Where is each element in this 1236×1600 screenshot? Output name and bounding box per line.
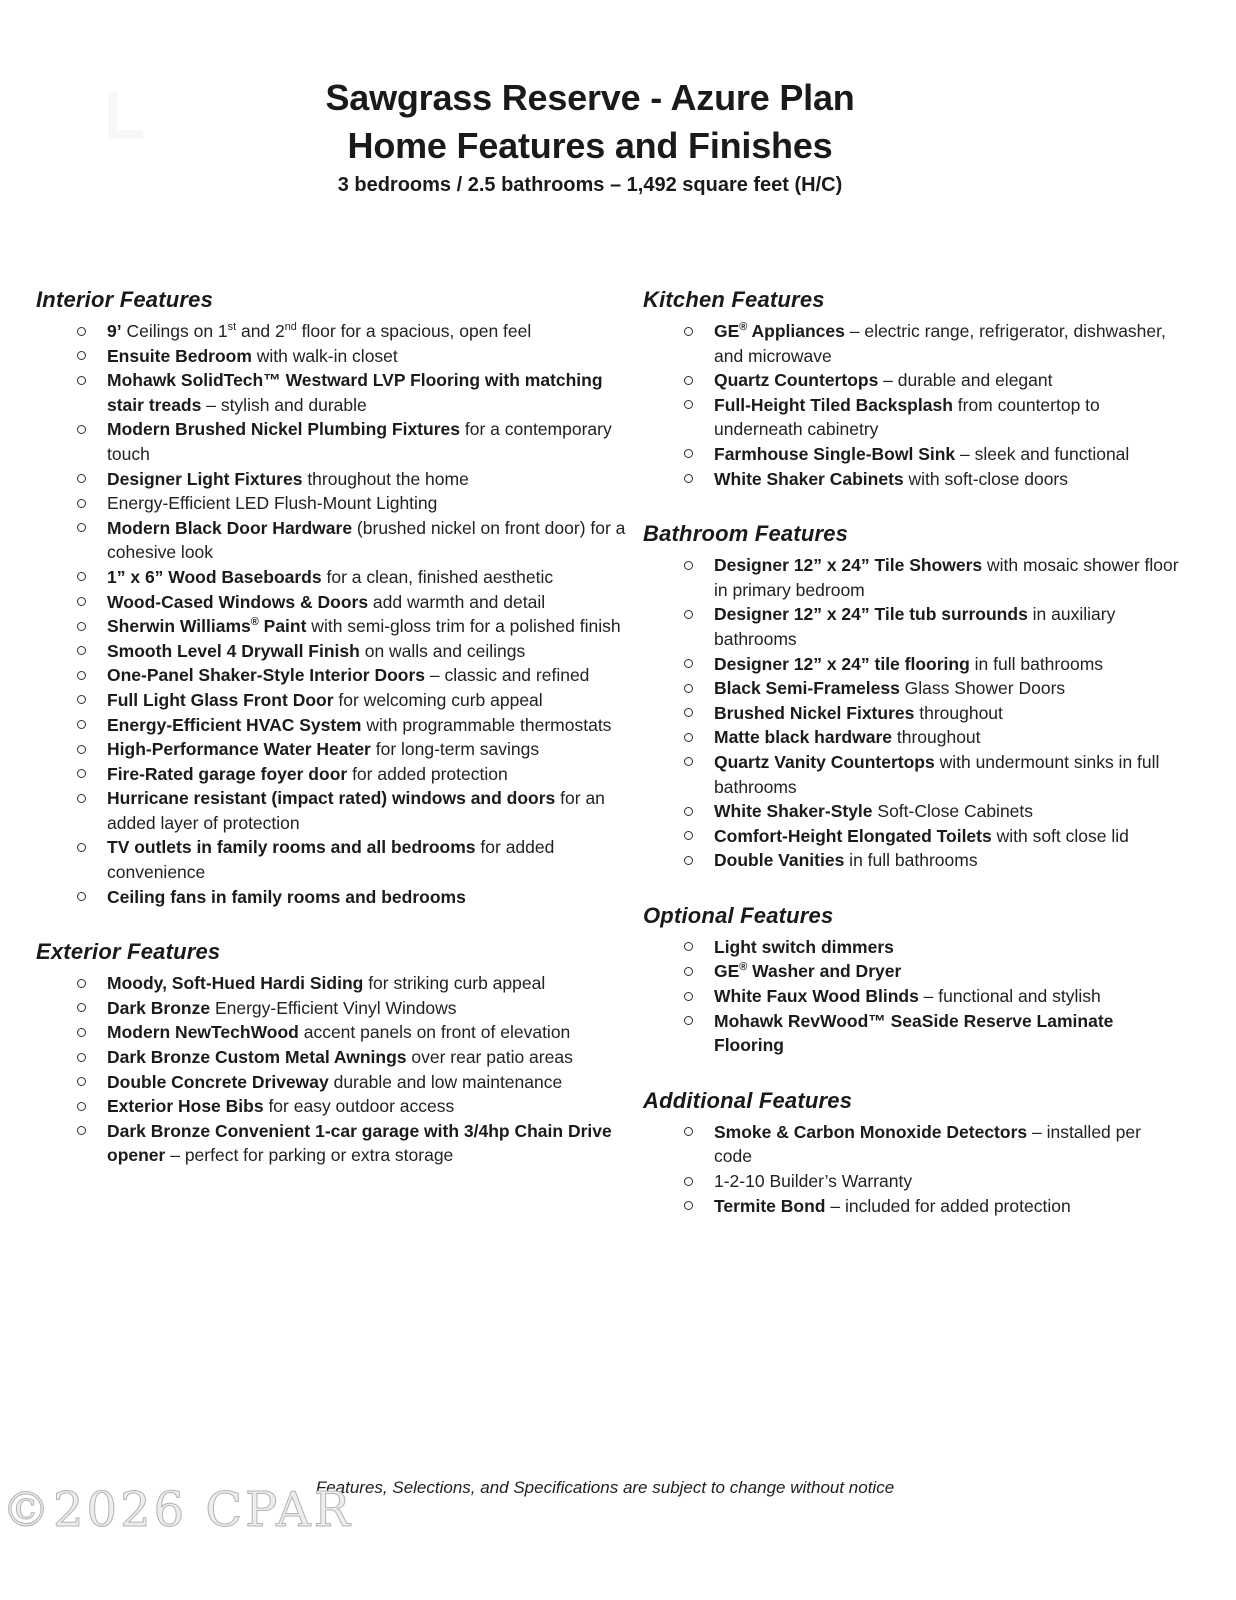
feature-item: Comfort-Height Elongated Toilets with soft close lid <box>643 824 1183 849</box>
feature-item: Dark Bronze Energy-Efficient Vinyl Windows <box>36 996 627 1021</box>
circle-bullet-icon <box>684 831 693 840</box>
feature-item: Farmhouse Single-Bowl Sink – sleek and functional <box>643 442 1183 467</box>
section-title: Exterior Features <box>36 939 221 965</box>
circle-bullet-icon <box>684 376 693 385</box>
circle-bullet-icon <box>77 523 86 532</box>
section-bathroom-features <box>643 519 1183 873</box>
feature-item: GE® Appliances – electric range, refrigerator, dishwasher, and microwave <box>643 319 1183 368</box>
feature-item: Quartz Vanity Countertops with undermount sinks in full bathrooms <box>643 750 1183 799</box>
section-interior-features <box>36 285 627 909</box>
feature-item: Quartz Countertops – durable and elegant <box>643 368 1183 393</box>
circle-bullet-icon <box>77 1028 86 1037</box>
circle-bullet-icon <box>77 327 86 336</box>
circle-bullet-icon <box>684 733 693 742</box>
feature-item: Full Light Glass Front Door for welcoming curb appeal <box>36 688 627 713</box>
disclaimer-text: Features, Selections, and Specifications are subject to change without notice <box>315 1478 895 1497</box>
feature-item: TV outlets in family rooms and all bedrooms for added convenience <box>36 835 627 884</box>
feature-item: Fire-Rated garage foyer door for added protection <box>36 762 627 787</box>
circle-bullet-icon <box>684 992 693 1001</box>
circle-bullet-icon <box>77 1053 86 1062</box>
circle-bullet-icon <box>77 843 86 852</box>
feature-item: Moody, Soft-Hued Hardi Siding for striking curb appeal <box>36 971 627 996</box>
circle-bullet-icon <box>684 684 693 693</box>
circle-bullet-icon <box>684 474 693 483</box>
feature-item: Mohawk SolidTech™ Westward LVP Flooring with matching stair treads – stylish and durable <box>36 368 627 417</box>
section-title: Additional Features <box>643 1087 853 1113</box>
circle-bullet-icon <box>77 695 86 704</box>
circle-bullet-icon <box>77 979 86 988</box>
feature-item: Ceiling fans in family rooms and bedrooms <box>36 885 627 910</box>
circle-bullet-icon <box>77 622 86 631</box>
section-optional-features <box>643 901 1183 1058</box>
feature-item: Modern Brushed Nickel Plumbing Fixtures for a contemporary touch <box>36 417 627 466</box>
feature-item: Double Vanities in full bathrooms <box>643 848 1183 873</box>
circle-bullet-icon <box>77 1102 86 1111</box>
circle-bullet-icon <box>77 351 86 360</box>
circle-bullet-icon <box>684 449 693 458</box>
section-title: Optional Features <box>643 902 834 928</box>
circle-bullet-icon <box>77 671 86 680</box>
feature-item: Double Concrete Driveway durable and low maintenance <box>36 1070 627 1095</box>
circle-bullet-icon <box>77 794 86 803</box>
feature-item: Dark Bronze Convenient 1-car garage with 3/4hp Chain Drive opener – perfect for parking or extra storage <box>36 1119 627 1168</box>
feature-item: Brushed Nickel Fixtures throughout <box>643 701 1183 726</box>
feature-item: White Shaker Cabinets with soft-close doors <box>643 467 1183 492</box>
feature-item: One-Panel Shaker-Style Interior Doors – classic and refined <box>36 663 627 688</box>
feature-item: Mohawk RevWood™ SeaSide Reserve Laminate Flooring <box>643 1009 1183 1058</box>
copyright-watermark: ©2026 CPAR <box>2 1482 353 1538</box>
section-kitchen-features <box>643 285 1183 491</box>
circle-bullet-icon <box>77 499 86 508</box>
circle-bullet-icon <box>684 856 693 865</box>
feature-item: Ensuite Bedroom with walk-in closet <box>36 344 627 369</box>
feature-item: Smoke & Carbon Monoxide Detectors – installed per code <box>643 1120 1183 1169</box>
left-column <box>36 285 627 1168</box>
circle-bullet-icon <box>684 1016 693 1025</box>
circle-bullet-icon <box>77 376 86 385</box>
feature-item: White Faux Wood Blinds – functional and stylish <box>643 984 1183 1009</box>
feature-item: Designer 12” x 24” Tile tub surrounds in auxiliary bathrooms <box>643 602 1183 651</box>
circle-bullet-icon <box>684 1127 693 1136</box>
feature-item: Wood-Cased Windows & Doors add warmth and detail <box>36 590 627 615</box>
feature-item: Designer 12” x 24” tile flooring in full bathrooms <box>643 652 1183 677</box>
circle-bullet-icon <box>684 561 693 570</box>
section-additional-features <box>643 1086 1183 1218</box>
feature-item: White Shaker-Style Soft-Close Cabinets <box>643 799 1183 824</box>
feature-item: 1” x 6” Wood Baseboards for a clean, finished aesthetic <box>36 565 627 590</box>
feature-item: High-Performance Water Heater for long-term savings <box>36 737 627 762</box>
feature-item: Modern Black Door Hardware (brushed nickel on front door) for a cohesive look <box>36 516 627 565</box>
circle-bullet-icon <box>684 708 693 717</box>
feature-item: Hurricane resistant (impact rated) windows and doors for an added layer of protection <box>36 786 627 835</box>
feature-item: 9’ Ceilings on 1st and 2nd floor for a spacious, open feel <box>36 319 627 344</box>
feature-item: Modern NewTechWood accent panels on front of elevation <box>36 1020 627 1045</box>
circle-bullet-icon <box>77 1077 86 1086</box>
feature-item: Smooth Level 4 Drywall Finish on walls and ceilings <box>36 639 627 664</box>
feature-item: Sherwin Williams® Paint with semi-gloss trim for a polished finish <box>36 614 627 639</box>
page-subtitle: 3 bedrooms / 2.5 bathrooms – 1,492 square feet (H/C) <box>337 174 843 196</box>
feature-item: Termite Bond – included for added protection <box>643 1194 1183 1219</box>
feature-item: Energy-Efficient HVAC System with programmable thermostats <box>36 713 627 738</box>
page-title-line2: Home Features and Finishes <box>347 125 833 166</box>
circle-bullet-icon <box>684 967 693 976</box>
section-title: Kitchen Features <box>643 287 825 312</box>
feature-item: Designer Light Fixtures throughout the home <box>36 467 627 492</box>
feature-item: Exterior Hose Bibs for easy outdoor access <box>36 1094 627 1119</box>
feature-item: Light switch dimmers <box>643 935 1183 960</box>
right-column <box>643 285 1183 1218</box>
circle-bullet-icon <box>684 1201 693 1210</box>
feature-item: Dark Bronze Custom Metal Awnings over rear patio areas <box>36 1045 627 1070</box>
circle-bullet-icon <box>77 572 86 581</box>
feature-item: Black Semi-Frameless Glass Shower Doors <box>643 676 1183 701</box>
page-title-line1: Sawgrass Reserve - Azure Plan <box>325 77 855 118</box>
circle-bullet-icon <box>77 474 86 483</box>
feature-item: GE® Washer and Dryer <box>643 959 1183 984</box>
feature-item: Full-Height Tiled Backsplash from countertop to underneath cabinetry <box>643 393 1183 442</box>
section-title: Bathroom Features <box>643 521 849 547</box>
feature-item: Energy-Efficient LED Flush-Mount Lighting <box>36 491 627 516</box>
circle-bullet-icon <box>684 400 693 409</box>
circle-bullet-icon <box>684 1177 693 1186</box>
circle-bullet-icon <box>77 892 86 901</box>
circle-bullet-icon <box>684 610 693 619</box>
circle-bullet-icon <box>77 745 86 754</box>
circle-bullet-icon <box>77 1003 86 1012</box>
circle-bullet-icon <box>684 942 693 951</box>
circle-bullet-icon <box>684 327 693 336</box>
circle-bullet-icon <box>77 1126 86 1135</box>
circle-bullet-icon <box>77 425 86 434</box>
section-exterior-features <box>36 937 627 1168</box>
document-header <box>0 74 1180 199</box>
circle-bullet-icon <box>77 720 86 729</box>
section-title: Interior Features <box>36 287 214 312</box>
circle-bullet-icon <box>77 769 86 778</box>
feature-item: 1-2-10 Builder’s Warranty <box>643 1169 1183 1194</box>
feature-item: Matte black hardware throughout <box>643 725 1183 750</box>
circle-bullet-icon <box>77 646 86 655</box>
circle-bullet-icon <box>684 659 693 668</box>
circle-bullet-icon <box>684 807 693 816</box>
circle-bullet-icon <box>684 757 693 766</box>
circle-bullet-icon <box>77 597 86 606</box>
feature-item: Designer 12” x 24” Tile Showers with mosaic shower floor in primary bedroom <box>643 553 1183 602</box>
